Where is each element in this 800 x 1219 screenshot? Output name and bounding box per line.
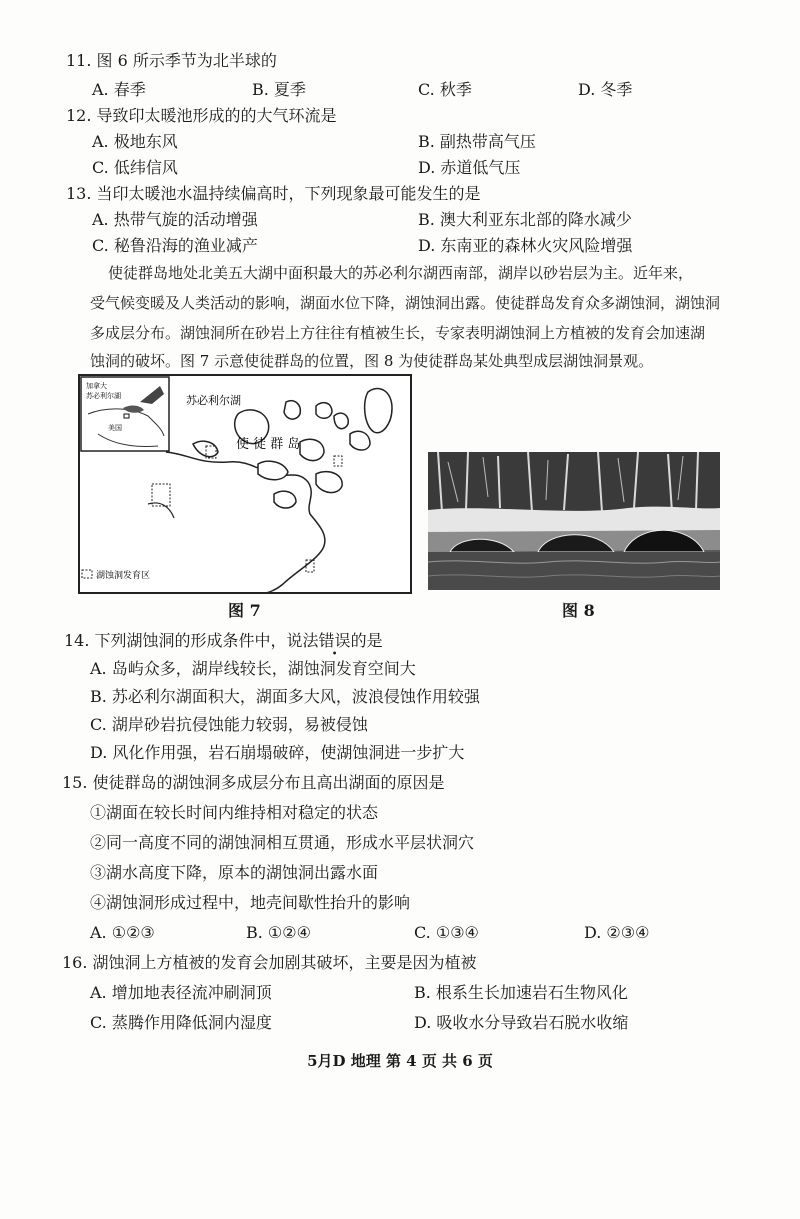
figure-8-caption: 图 8 <box>562 601 595 620</box>
passage-line-4: 蚀洞的破坏。图 7 示意使徒群岛的位置，图 8 为使徒群岛某处典型成层湖蚀洞景观。 <box>90 352 654 370</box>
island <box>274 491 296 508</box>
q13-option-d: D. 东南亚的森林火灾风险增强 <box>418 236 633 255</box>
q16-option-d: D. 吸收水分导致岩石脱水收缩 <box>414 1013 629 1032</box>
island <box>350 431 370 450</box>
figure-7-map <box>78 374 412 594</box>
q12-option-b: B. 副热带高气压 <box>418 132 536 151</box>
page-footer: 5月D 地理 第 4 页 共 6 页 <box>307 1052 493 1070</box>
q14-stem-post: 的是 <box>350 631 383 650</box>
q16-option-a: A. 增加地表径流冲刷洞顶 <box>90 983 272 1002</box>
q14-option-c: C. 湖岸砂岩抗侵蚀能力较弱，易被侵蚀 <box>90 715 368 734</box>
passage-line-1: 使徒群岛地处北美五大湖中面积最大的苏必利尔湖西南部，湖岸以砂岩层为主。近年来， <box>108 264 694 282</box>
passage-line-3: 多成层分布。湖蚀洞所在砂岩上方往往有植被生长，专家表明湖蚀洞上方植被的发育会加速湖 <box>90 324 706 342</box>
q12-option-a: A. 极地东风 <box>92 132 178 151</box>
q13-option-a: A. 热带气旋的活动增强 <box>92 210 258 229</box>
q11-option-b: B. 夏季 <box>252 80 306 99</box>
q12-option-d: D. 赤道低气压 <box>418 158 521 177</box>
island <box>300 439 324 460</box>
q14-stem-pre: 14. 下列湖蚀洞的形成条件中，说法 <box>64 631 319 650</box>
q12-option-c: C. 低纬信风 <box>92 158 178 177</box>
figure-7-caption: 图 7 <box>228 601 261 620</box>
q14-option-b: B. 苏必利尔湖面积大，湖面多大风，波浪侵蚀作用较强 <box>90 687 480 706</box>
q15-option-a: A. ①②③ <box>90 923 155 942</box>
q15-item-3: ③湖水高度下降，原本的湖蚀洞出露水面 <box>90 863 379 882</box>
q15-option-d: D. ②③④ <box>584 923 650 942</box>
q13-option-c: C. 秘鲁沿海的渔业减产 <box>92 236 258 255</box>
lake-label: 苏必利尔湖 <box>186 394 241 407</box>
passage-line-2: 受气候变暖及人类活动的影响，湖面水位下降，湖蚀洞出露。使徒群岛发育众多湖蚀洞，湖蚀洞 <box>90 294 721 312</box>
island <box>316 403 332 419</box>
q13-stem: 13. 当印太暖池水温持续偏高时，下列现象最可能发生的是 <box>66 184 481 203</box>
q15-option-c: C. ①③④ <box>414 923 479 942</box>
q11-option-d: D. 冬季 <box>578 80 633 99</box>
photo-svg <box>428 452 720 590</box>
q11-option-a: A. 春季 <box>92 80 146 99</box>
q11-stem: 11. 图 6 所示季节为北半球的 <box>66 51 277 70</box>
inset-canada-label: 加拿大 <box>86 382 107 390</box>
q15-item-2: ②同一高度不同的湖蚀洞相互贯通，形成水平层状洞穴 <box>90 833 475 852</box>
q15-option-b: B. ①②④ <box>246 923 311 942</box>
q15-item-1: ①湖面在较长时间内维持相对稳定的状态 <box>90 803 379 822</box>
q15-item-4: ④湖蚀洞形成过程中，地壳间歇性抬升的影响 <box>90 893 411 912</box>
q16-stem: 16. 湖蚀洞上方植被的发育会加剧其破坏，主要是因为植被 <box>62 953 477 972</box>
figure-8-photo <box>428 452 720 590</box>
q14-stem-emphasis: 错误 <box>318 631 351 650</box>
q12-stem: 12. 导致印太暖池形成的的大气环流是 <box>66 106 337 125</box>
q13-option-b: B. 澳大利亚东北部的降水减少 <box>418 210 632 229</box>
q16-option-c: C. 蒸腾作用降低洞内湿度 <box>90 1013 272 1032</box>
q14-option-d: D. 风化作用强，岩石崩塌破碎，使湖蚀洞进一步扩大 <box>90 743 465 762</box>
q16-option-b: B. 根系生长加速岩石生物风化 <box>414 983 628 1002</box>
q14-option-a: A. 岛屿众多，湖岸线较长，湖蚀洞发育空间大 <box>90 659 416 678</box>
island <box>334 413 348 428</box>
q11-option-c: C. 秋季 <box>418 80 472 99</box>
inset-usa-label: 美国 <box>108 424 122 432</box>
inset-lake-label: 苏必利尔湖 <box>86 392 121 400</box>
islands-label: 使 徒 群 岛 <box>236 437 301 452</box>
map-svg <box>78 374 412 594</box>
island <box>284 401 300 419</box>
q14-stem <box>64 630 383 652</box>
island <box>316 472 342 493</box>
legend-label: 湖蚀洞发育区 <box>96 571 151 581</box>
q15-stem: 15. 使徒群岛的湖蚀洞多成层分布且高出湖面的原因是 <box>62 773 445 792</box>
